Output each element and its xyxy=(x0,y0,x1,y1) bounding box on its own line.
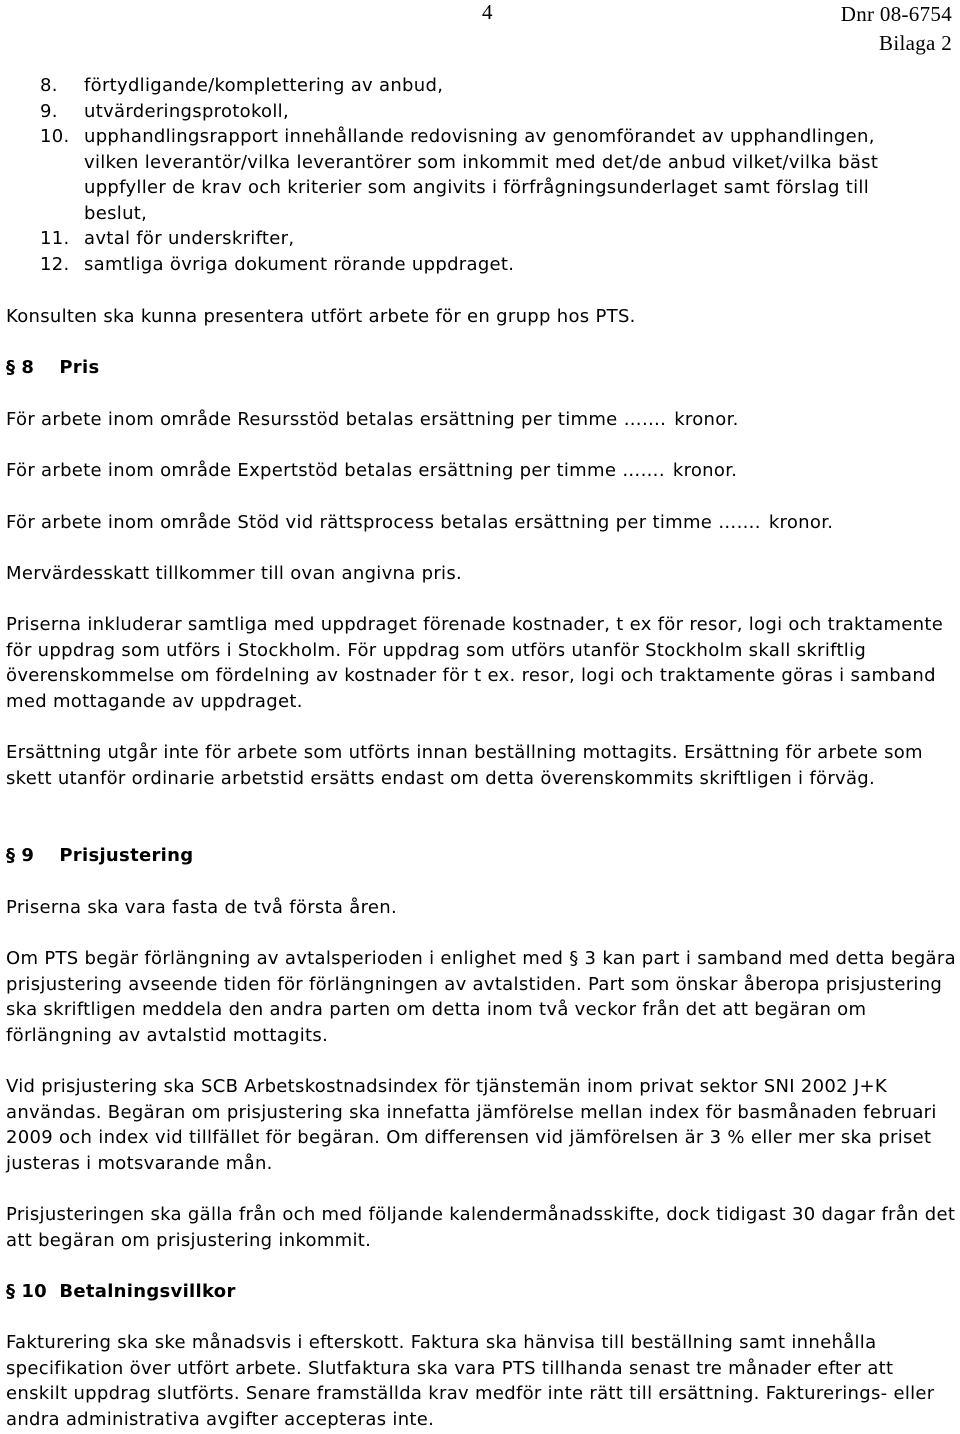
list-number: 11. xyxy=(40,228,70,249)
list-number: 8. xyxy=(40,75,58,96)
list-item xyxy=(40,252,920,278)
rate-text: För arbete inom område Stöd vid rättsprocess betalas ersättning per timme ……. xyxy=(6,512,761,533)
list-text: upphandlingsrapport innehållande redovisning av genomförandet av upphandlingen, vilken leverantör/vilka leverantörer som inkommit med det/de anbud vilket/vilka bäst uppfyller de krav och kriterier som angivits i förfrågningsunderlaget samt förslag till beslut, xyxy=(84,126,879,224)
list-item xyxy=(40,226,920,252)
consultant-note: Konsulten ska kunna presentera utfört arbete för en grupp hos PTS. xyxy=(6,306,636,327)
page-number: 4 xyxy=(482,0,493,24)
deliverables-list xyxy=(40,73,920,277)
list-text: avtal för underskrifter, xyxy=(84,228,295,249)
section-title: Pris xyxy=(59,357,100,378)
section-10-heading xyxy=(6,1279,236,1305)
rate-resursstod xyxy=(6,407,956,433)
rate-expertstod xyxy=(6,458,956,484)
kronor-unit: kronor. xyxy=(768,512,834,533)
reference-number: Dnr 08-6754 xyxy=(840,2,952,26)
fixed-price-paragraph: Priserna ska vara fasta de två första åren. xyxy=(6,897,398,918)
section-8-heading xyxy=(6,355,99,381)
list-number: 9. xyxy=(40,100,58,122)
section-title: Prisjustering xyxy=(59,845,194,866)
prices-include-paragraph: Priserna inkluderar samtliga med uppdraget förenade kostnader, t ex för resor, logi och traktamente för uppdrag som utförs i Stockholm. För uppdrag som utförs utanför Stockholm skall skriftlig överenskommelse om fördelning av kostnader för t ex. resor, logi och traktamente göras i samband med mottagande av uppdraget. xyxy=(6,614,944,712)
section-sign: § xyxy=(6,1281,16,1302)
section-sign: § xyxy=(6,845,16,866)
list-item xyxy=(40,124,920,226)
section-9-heading xyxy=(6,843,193,869)
section-title: Betalningsvillkor xyxy=(59,1281,236,1302)
attachment-label: Bilaga 2 xyxy=(879,31,952,55)
section-number: 8 xyxy=(21,357,35,378)
list-number: 12. xyxy=(40,253,70,275)
kronor-unit: kronor. xyxy=(672,460,738,481)
rate-text: För arbete inom område Expertstöd betalas ersättning per timme ……. xyxy=(6,460,665,481)
rate-stod-rattsprocess xyxy=(6,510,956,536)
list-item xyxy=(40,99,920,125)
extension-paragraph: Om PTS begär förlängning av avtalsperioden i enlighet med § 3 kan part i samband med detta begära prisjustering avseende tiden för förlängningen av avtalstiden. Part som önskar åberopa prisjustering ska skriftligen meddela den andra parten om detta inom två veckor från det att begäran om förlängning av avtalstid mottagits. xyxy=(6,948,956,1046)
no-compensation-paragraph: Ersättning utgår inte för arbete som utförts innan beställning mottagits. Ersättning för arbete som skett utanför ordinarie arbetstid ersätts endast om detta överenskommits skriftligen i förväg. xyxy=(6,742,923,789)
section-number: 10 xyxy=(21,1281,47,1302)
vat-note: Mervärdesskatt tillkommer till ovan angivna pris. xyxy=(6,563,463,584)
section-sign: § xyxy=(6,357,16,378)
rate-text: För arbete inom område Resursstöd betalas ersättning per timme ……. xyxy=(6,409,667,430)
index-paragraph: Vid prisjustering ska SCB Arbetskostnadsindex för tjänstemän inom privat sektor SNI 2002 J+K användas. Begäran om prisjustering ska innefatta jämförelse mellan index för basmånaden februari 2009 och index vid tillfället för begäran. Om differensen vid jämförelsen är 3 % eller mer ska priset justeras i motsvarande mån. xyxy=(6,1076,937,1174)
list-text: förtydligande/komplettering av anbud, xyxy=(84,75,444,96)
invoicing-paragraph: Fakturering ska ske månadsvis i efterskott. Faktura ska hänvisa till beställning samt innehålla specifikation över utfört arbete. Slutfaktura ska vara PTS tillhanda senast tre månader efter att enskilt uppdrag slutförts. Senare framställda krav medför inte rätt till ersättning. Fakturerings- eller andra administrativa avgifter accepteras inte. xyxy=(6,1332,935,1430)
list-item xyxy=(40,73,920,99)
list-text: samtliga övriga dokument rörande uppdraget. xyxy=(84,253,515,275)
document-reference xyxy=(841,0,952,58)
list-text: utvärderingsprotokoll, xyxy=(84,100,289,122)
effective-date-paragraph: Prisjusteringen ska gälla från och med följande kalendermånadsskifte, dock tidigast 30 dagar från det att begäran om prisjustering inkommit. xyxy=(6,1204,956,1251)
kronor-unit: kronor. xyxy=(674,409,739,430)
list-number: 10. xyxy=(40,126,70,147)
section-number: 9 xyxy=(21,845,35,866)
